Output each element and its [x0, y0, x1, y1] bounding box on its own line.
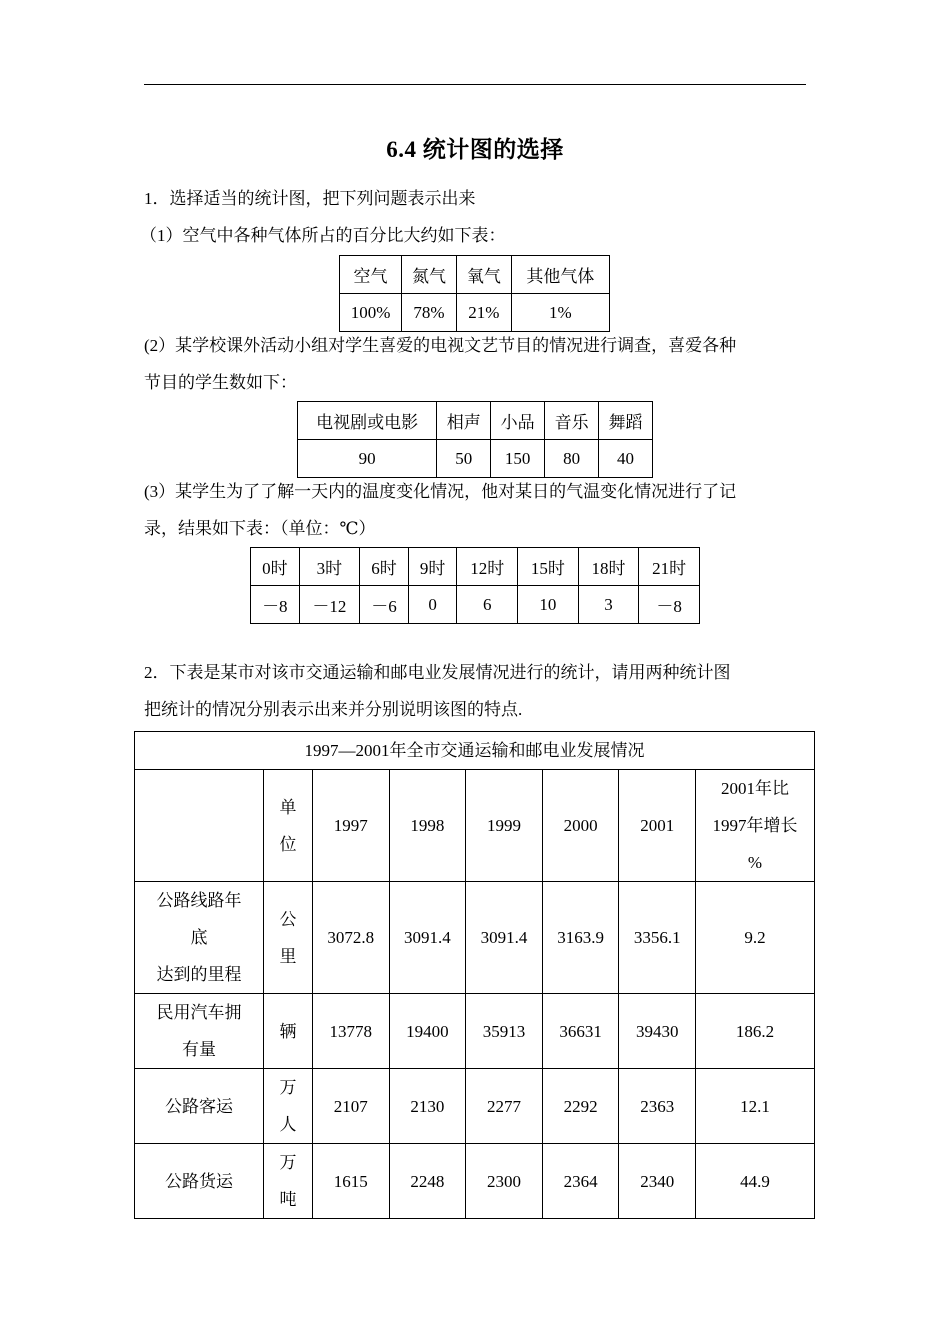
table-cell: －6 — [360, 586, 409, 624]
table-header-cell: 21时 — [639, 548, 700, 586]
table-row — [298, 440, 653, 478]
table-header-cell: 电视剧或电影 — [298, 402, 437, 440]
unit-line: 吨 — [279, 1190, 297, 1209]
table-header-cell — [135, 770, 264, 882]
growth-header-line: % — [747, 853, 763, 872]
table-cell: 50 — [437, 440, 491, 478]
growth-cell: 186.2 — [696, 994, 815, 1069]
table-row — [135, 994, 815, 1069]
row-label: 公路货运 — [135, 1144, 264, 1219]
table-header-cell: 舞蹈 — [599, 402, 653, 440]
table-header-cell: 氧气 — [456, 256, 511, 294]
table-header-cell: 0时 — [251, 548, 300, 586]
table-cell: 1615 — [313, 1144, 390, 1219]
table-row — [251, 586, 700, 624]
question-2-text-line-2: 把统计的情况分别表示出来并分别说明该图的特点. — [144, 700, 523, 719]
unit-header-line: 位 — [279, 834, 297, 854]
table-cell: 2292 — [542, 1069, 619, 1144]
table-cell: 90 — [298, 440, 437, 478]
table-cell: 100% — [340, 294, 402, 332]
table-header-cell: 空气 — [340, 256, 402, 294]
table-cell: 35913 — [466, 994, 543, 1069]
page-title: 6.4 统计图的选择 — [386, 137, 564, 162]
table-cell: －8 — [639, 586, 700, 624]
row-label: 公路客运 — [135, 1069, 264, 1144]
unit-cell: 辆 — [264, 994, 313, 1069]
table-cell: 3163.9 — [542, 882, 619, 994]
year-header: 1999 — [466, 770, 543, 882]
question-1-prompt: 1．选择适当的统计图，把下列问题表示出来 — [144, 189, 476, 208]
table-cell: 40 — [599, 440, 653, 478]
table-cell: 13778 — [313, 994, 390, 1069]
tv-program-table — [297, 401, 653, 478]
year-header: 2000 — [542, 770, 619, 882]
year-header: 1998 — [389, 770, 466, 882]
table-cell: 19400 — [389, 994, 466, 1069]
table-header-cell: 氮气 — [402, 256, 457, 294]
table-row — [135, 882, 815, 994]
table-header-cell: 小品 — [491, 402, 545, 440]
question-1-part-2-text-line-2: 节目的学生数如下： — [144, 373, 297, 392]
table-header-cell: 相声 — [437, 402, 491, 440]
row-label-line: 有量 — [182, 1040, 216, 1059]
table-cell: －12 — [299, 586, 360, 624]
table-header-row — [298, 402, 653, 440]
growth-header-line: 2001年比 — [721, 779, 789, 798]
unit-line: 人 — [279, 1115, 297, 1134]
year-header: 1997 — [313, 770, 390, 882]
table-header-cell: 6时 — [360, 548, 409, 586]
table-header-cell: 其他气体 — [511, 256, 609, 294]
unit-line: 公 — [279, 909, 297, 929]
unit-header — [264, 770, 313, 882]
table-cell: 2300 — [466, 1144, 543, 1219]
question-2-text-line-1: 2．下表是某市对该市交通运输和邮电业发展情况进行的统计，请用两种统计图 — [144, 663, 731, 682]
unit-cell — [264, 1069, 313, 1144]
table-cell: 78% — [402, 294, 457, 332]
row-label — [135, 994, 264, 1069]
table-cell: 3 — [578, 586, 639, 624]
table-header-cell: 15时 — [518, 548, 579, 586]
table-cell: 2364 — [542, 1144, 619, 1219]
table-cell: －8 — [251, 586, 300, 624]
table-cell: 80 — [545, 440, 599, 478]
year-header: 2001 — [619, 770, 696, 882]
table-cell: 3072.8 — [313, 882, 390, 994]
growth-header — [696, 770, 815, 882]
table-row — [340, 294, 610, 332]
table-header-row — [251, 548, 700, 586]
unit-cell — [264, 1144, 313, 1219]
table-header-cell: 12时 — [457, 548, 518, 586]
table-cell: 2107 — [313, 1069, 390, 1144]
table-cell: 21% — [456, 294, 511, 332]
table-cell: 3091.4 — [466, 882, 543, 994]
table-cell: 2363 — [619, 1069, 696, 1144]
unit-line: 里 — [279, 946, 297, 966]
table-cell: 6 — [457, 586, 518, 624]
table-row — [135, 1144, 815, 1219]
header-rule — [144, 84, 806, 85]
row-label-line: 民用汽车拥 — [156, 1003, 242, 1022]
temperature-table — [250, 547, 700, 624]
row-label — [135, 882, 264, 994]
unit-cell — [264, 882, 313, 994]
question-1-part-1-text: （1）空气中各种气体所占的百分比大约如下表： — [140, 226, 506, 245]
unit-line: 万 — [279, 1153, 297, 1172]
growth-cell: 9.2 — [696, 882, 815, 994]
row-label-line: 达到的里程 — [156, 965, 242, 984]
table-caption-row — [135, 732, 815, 770]
table-caption: 1997—2001年全市交通运输和邮电业发展情况 — [135, 732, 815, 770]
table-cell: 2130 — [389, 1069, 466, 1144]
table-row — [135, 1069, 815, 1144]
table-header-cell: 3时 — [299, 548, 360, 586]
table-cell: 0 — [408, 586, 457, 624]
growth-header-line: 1997年增长 — [712, 816, 798, 835]
table-cell: 10 — [518, 586, 579, 624]
table-cell: 36631 — [542, 994, 619, 1069]
growth-cell: 12.1 — [696, 1069, 815, 1144]
growth-cell: 44.9 — [696, 1144, 815, 1219]
table-header-cell: 9时 — [408, 548, 457, 586]
transport-statistics-table — [134, 731, 815, 1219]
row-label-line: 公路线路年 — [156, 891, 242, 910]
unit-line: 万 — [279, 1078, 297, 1097]
table-cell: 2277 — [466, 1069, 543, 1144]
question-1-part-3-text-line-2: 录，结果如下表：（单位：℃） — [144, 519, 376, 538]
unit-header-line: 单 — [279, 797, 297, 817]
table-cell: 150 — [491, 440, 545, 478]
table-cell: 2340 — [619, 1144, 696, 1219]
table-header-row — [340, 256, 610, 294]
table-cell: 3356.1 — [619, 882, 696, 994]
table-cell: 39430 — [619, 994, 696, 1069]
table-cell: 3091.4 — [389, 882, 466, 994]
question-1-part-3-text-line-1: (3）某学生为了了解一天内的温度变化情况，他对某日的气温变化情况进行了记 — [144, 482, 737, 501]
row-label-line: 底 — [190, 928, 208, 947]
table-header-row — [135, 770, 815, 882]
table-cell: 1% — [511, 294, 609, 332]
question-1-part-2-text-line-1: (2）某学校课外活动小组对学生喜爱的电视文艺节目的情况进行调查，喜爱各种 — [144, 336, 737, 355]
gas-percentage-table — [339, 255, 610, 332]
table-cell: 2248 — [389, 1144, 466, 1219]
table-header-cell: 音乐 — [545, 402, 599, 440]
table-header-cell: 18时 — [578, 548, 639, 586]
